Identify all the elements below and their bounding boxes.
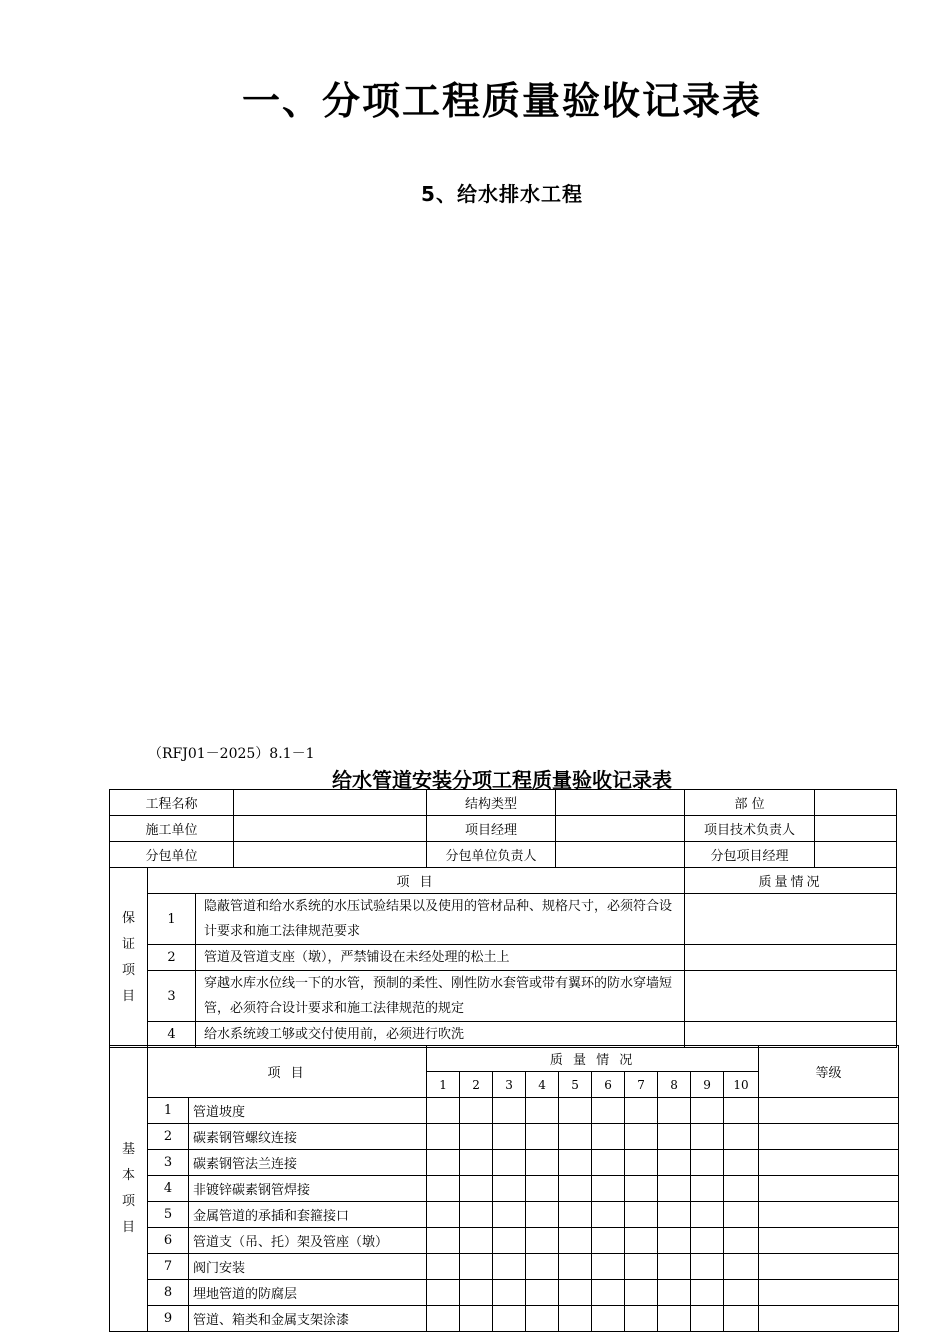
quality-cell[interactable] xyxy=(592,1098,625,1124)
item-description: 管道及管道支座（墩），严禁铺设在未经处理的松土上 xyxy=(196,945,685,971)
quality-cell[interactable] xyxy=(526,1202,559,1228)
item-description: 碳素钢管法兰连接 xyxy=(189,1150,427,1176)
quality-cell[interactable] xyxy=(691,1176,724,1202)
quality-cell[interactable] xyxy=(625,1202,658,1228)
quality-cell[interactable] xyxy=(685,894,897,945)
item-description: 管道、箱类和金属支架涂漆 xyxy=(189,1306,427,1332)
quality-cell[interactable] xyxy=(427,1280,460,1306)
quality-cell[interactable] xyxy=(460,1228,493,1254)
quality-cell[interactable] xyxy=(427,1228,460,1254)
quality-cell[interactable] xyxy=(493,1202,526,1228)
info-row xyxy=(110,816,897,842)
item-number: 5 xyxy=(148,1202,189,1228)
quality-cell[interactable] xyxy=(460,1098,493,1124)
item-description: 阀门安装 xyxy=(189,1254,427,1280)
quality-cell[interactable] xyxy=(724,1280,759,1306)
project-manager-value[interactable] xyxy=(556,816,685,842)
item-description: 管道支（吊、托）架及管座（墩） xyxy=(189,1228,427,1254)
item-number: 7 xyxy=(148,1254,189,1280)
quality-cell[interactable] xyxy=(460,1306,493,1332)
item-description: 埋地管道的防腐层 xyxy=(189,1280,427,1306)
item-number: 1 xyxy=(148,1098,189,1124)
quality-cell[interactable] xyxy=(658,1098,691,1124)
inspection-table-upper xyxy=(109,789,897,1048)
item-description: 穿越水库水位线一下的水管，预制的柔性、刚性防水套管或带有翼环的防水穿墙短管，必须符合设计要求和施工法律规范的规定 xyxy=(196,971,685,1022)
inspection-table-lower xyxy=(109,1045,899,1332)
quality-cell[interactable] xyxy=(691,1202,724,1228)
guarantee-item-header: 项 目 xyxy=(148,868,685,894)
quality-col-5: 5 xyxy=(559,1072,592,1098)
item-number: 8 xyxy=(148,1280,189,1306)
basic-row xyxy=(110,1228,899,1254)
grade-cell[interactable] xyxy=(759,1202,899,1228)
quality-cell[interactable] xyxy=(460,1202,493,1228)
sub-lead-value[interactable] xyxy=(556,842,685,868)
quality-cell[interactable] xyxy=(559,1098,592,1124)
quality-col-1: 1 xyxy=(427,1072,460,1098)
item-number: 1 xyxy=(148,894,196,945)
basic-row xyxy=(110,1176,899,1202)
quality-cell[interactable] xyxy=(592,1254,625,1280)
quality-cell[interactable] xyxy=(559,1280,592,1306)
quality-cell[interactable] xyxy=(427,1098,460,1124)
quality-col-7: 7 xyxy=(625,1072,658,1098)
quality-cell[interactable] xyxy=(493,1280,526,1306)
basic-section-label: 基 本 项 目 xyxy=(110,1046,148,1332)
quality-cell[interactable] xyxy=(559,1254,592,1280)
quality-cell[interactable] xyxy=(493,1124,526,1150)
guarantee-row xyxy=(110,945,897,971)
guarantee-row xyxy=(110,971,897,1022)
position-label: 部 位 xyxy=(685,790,815,816)
quality-cell[interactable] xyxy=(427,1150,460,1176)
sub-lead-label: 分包单位负责人 xyxy=(427,842,556,868)
item-number: 3 xyxy=(148,1150,189,1176)
quality-cell[interactable] xyxy=(685,945,897,971)
quality-cell[interactable] xyxy=(493,1228,526,1254)
basic-row xyxy=(110,1150,899,1176)
basic-row xyxy=(110,1306,899,1332)
quality-col-2: 2 xyxy=(460,1072,493,1098)
quality-cell[interactable] xyxy=(724,1202,759,1228)
form-code: （RFJ01－2025）8.1－1 xyxy=(148,746,315,762)
basic-row xyxy=(110,1280,899,1306)
quality-cell[interactable] xyxy=(526,1280,559,1306)
structure-type-value[interactable] xyxy=(556,790,685,816)
item-number: 9 xyxy=(148,1306,189,1332)
grade-cell[interactable] xyxy=(759,1228,899,1254)
quality-cell[interactable] xyxy=(658,1150,691,1176)
quality-cell[interactable] xyxy=(460,1254,493,1280)
basic-row xyxy=(110,1124,899,1150)
quality-cell[interactable] xyxy=(493,1098,526,1124)
quality-cell[interactable] xyxy=(625,1254,658,1280)
item-description: 给水系统竣工够或交付使用前，必须进行吹洗 xyxy=(196,1022,685,1048)
grade-cell[interactable] xyxy=(759,1150,899,1176)
quality-cell[interactable] xyxy=(658,1280,691,1306)
item-number: 2 xyxy=(148,1124,189,1150)
sub-pm-label: 分包项目经理 xyxy=(685,842,815,868)
quality-cell[interactable] xyxy=(658,1202,691,1228)
quality-cell[interactable] xyxy=(724,1176,759,1202)
quality-cell[interactable] xyxy=(685,971,897,1022)
quality-cell[interactable] xyxy=(724,1306,759,1332)
quality-cell[interactable] xyxy=(625,1306,658,1332)
quality-cell[interactable] xyxy=(592,1202,625,1228)
quality-cell[interactable] xyxy=(691,1254,724,1280)
quality-cell[interactable] xyxy=(724,1098,759,1124)
project-name-label: 工程名称 xyxy=(110,790,234,816)
quality-cell[interactable] xyxy=(427,1254,460,1280)
basic-item-header: 项 目 xyxy=(148,1046,427,1098)
guarantee-header-row xyxy=(110,868,897,894)
form-title: 给水管道安装分项工程质量验收记录表 xyxy=(332,768,672,792)
quality-cell[interactable] xyxy=(493,1306,526,1332)
subcontractor-label: 分包单位 xyxy=(110,842,234,868)
quality-cell[interactable] xyxy=(493,1254,526,1280)
structure-type-label: 结构类型 xyxy=(427,790,556,816)
quality-cell[interactable] xyxy=(592,1150,625,1176)
quality-cell[interactable] xyxy=(526,1228,559,1254)
quality-cell[interactable] xyxy=(625,1124,658,1150)
quality-cell[interactable] xyxy=(559,1228,592,1254)
quality-cell[interactable] xyxy=(691,1150,724,1176)
quality-cell[interactable] xyxy=(592,1306,625,1332)
quality-col-10: 10 xyxy=(724,1072,759,1098)
grade-cell[interactable] xyxy=(759,1306,899,1332)
quality-cell[interactable] xyxy=(724,1254,759,1280)
quality-cell[interactable] xyxy=(427,1176,460,1202)
quality-cell[interactable] xyxy=(526,1150,559,1176)
quality-cell[interactable] xyxy=(427,1306,460,1332)
quality-cell[interactable] xyxy=(526,1306,559,1332)
quality-cell[interactable] xyxy=(526,1124,559,1150)
item-number: 6 xyxy=(148,1228,189,1254)
quality-cell[interactable] xyxy=(658,1228,691,1254)
basic-header-row xyxy=(110,1046,899,1072)
quality-col-6: 6 xyxy=(592,1072,625,1098)
item-description: 非镀锌碳素钢管焊接 xyxy=(189,1176,427,1202)
item-description: 管道坡度 xyxy=(189,1098,427,1124)
grade-cell[interactable] xyxy=(759,1124,899,1150)
quality-col-8: 8 xyxy=(658,1072,691,1098)
basic-quality-header: 质 量 情 况 xyxy=(427,1046,759,1072)
grade-cell[interactable] xyxy=(759,1176,899,1202)
quality-cell[interactable] xyxy=(526,1254,559,1280)
tech-lead-value[interactable] xyxy=(815,816,897,842)
quality-col-3: 3 xyxy=(493,1072,526,1098)
grade-cell[interactable] xyxy=(759,1280,899,1306)
quality-cell[interactable] xyxy=(724,1124,759,1150)
quality-cell[interactable] xyxy=(691,1228,724,1254)
quality-cell[interactable] xyxy=(724,1228,759,1254)
page-title: 一、分项工程质量验收记录表 xyxy=(241,79,762,123)
quality-cell[interactable] xyxy=(691,1098,724,1124)
quality-cell[interactable] xyxy=(592,1280,625,1306)
info-row xyxy=(110,790,897,816)
quality-cell[interactable] xyxy=(427,1124,460,1150)
quality-cell[interactable] xyxy=(460,1124,493,1150)
quality-cell[interactable] xyxy=(724,1150,759,1176)
basic-row xyxy=(110,1098,899,1124)
position-value[interactable] xyxy=(815,790,897,816)
quality-cell[interactable] xyxy=(691,1306,724,1332)
quality-cell[interactable] xyxy=(526,1176,559,1202)
item-number: 4 xyxy=(148,1022,196,1048)
grade-cell[interactable] xyxy=(759,1098,899,1124)
quality-col-4: 4 xyxy=(526,1072,559,1098)
quality-cell[interactable] xyxy=(658,1306,691,1332)
guarantee-row xyxy=(110,894,897,945)
quality-cell[interactable] xyxy=(691,1280,724,1306)
construction-unit-label: 施工单位 xyxy=(110,816,234,842)
quality-cell[interactable] xyxy=(460,1176,493,1202)
quality-cell[interactable] xyxy=(559,1150,592,1176)
subcontractor-value[interactable] xyxy=(234,842,427,868)
quality-cell[interactable] xyxy=(685,1022,897,1048)
project-manager-label: 项目经理 xyxy=(427,816,556,842)
quality-cell[interactable] xyxy=(658,1176,691,1202)
project-name-value[interactable] xyxy=(234,790,427,816)
item-description: 碳素钢管螺纹连接 xyxy=(189,1124,427,1150)
quality-cell[interactable] xyxy=(625,1176,658,1202)
quality-cell[interactable] xyxy=(427,1202,460,1228)
item-number: 2 xyxy=(148,945,196,971)
tech-lead-label: 项目技术负责人 xyxy=(685,816,815,842)
quality-cell[interactable] xyxy=(592,1228,625,1254)
quality-cell[interactable] xyxy=(559,1124,592,1150)
quality-cell[interactable] xyxy=(658,1254,691,1280)
quality-cell[interactable] xyxy=(559,1306,592,1332)
quality-cell[interactable] xyxy=(658,1124,691,1150)
grade-header: 等级 xyxy=(759,1046,899,1098)
quality-cell[interactable] xyxy=(559,1176,592,1202)
basic-row xyxy=(110,1254,899,1280)
guarantee-section-label: 保 证 项 目 xyxy=(110,868,148,1048)
quality-cell[interactable] xyxy=(559,1202,592,1228)
quality-cell[interactable] xyxy=(493,1150,526,1176)
item-number: 4 xyxy=(148,1176,189,1202)
quality-col-9: 9 xyxy=(691,1072,724,1098)
quality-cell[interactable] xyxy=(592,1176,625,1202)
guarantee-row xyxy=(110,1022,897,1048)
quality-cell[interactable] xyxy=(460,1280,493,1306)
section-title: 5、给水排水工程 xyxy=(421,182,583,206)
quality-cell[interactable] xyxy=(625,1150,658,1176)
info-row xyxy=(110,842,897,868)
quality-cell[interactable] xyxy=(625,1228,658,1254)
grade-cell[interactable] xyxy=(759,1254,899,1280)
item-description: 金属管道的承插和套箍接口 xyxy=(189,1202,427,1228)
quality-cell[interactable] xyxy=(592,1124,625,1150)
quality-cell[interactable] xyxy=(460,1150,493,1176)
quality-cell[interactable] xyxy=(625,1280,658,1306)
item-number: 3 xyxy=(148,971,196,1022)
quality-cell[interactable] xyxy=(526,1098,559,1124)
quality-cell[interactable] xyxy=(625,1098,658,1124)
sub-pm-value[interactable] xyxy=(815,842,897,868)
construction-unit-value[interactable] xyxy=(234,816,427,842)
basic-row xyxy=(110,1202,899,1228)
item-description: 隐蔽管道和给水系统的水压试验结果以及使用的管材品种、规格尺寸，必须符合设计要求和施工法律规范要求 xyxy=(196,894,685,945)
guarantee-quality-header: 质量情况 xyxy=(685,868,897,894)
quality-cell[interactable] xyxy=(691,1124,724,1150)
quality-cell[interactable] xyxy=(493,1176,526,1202)
